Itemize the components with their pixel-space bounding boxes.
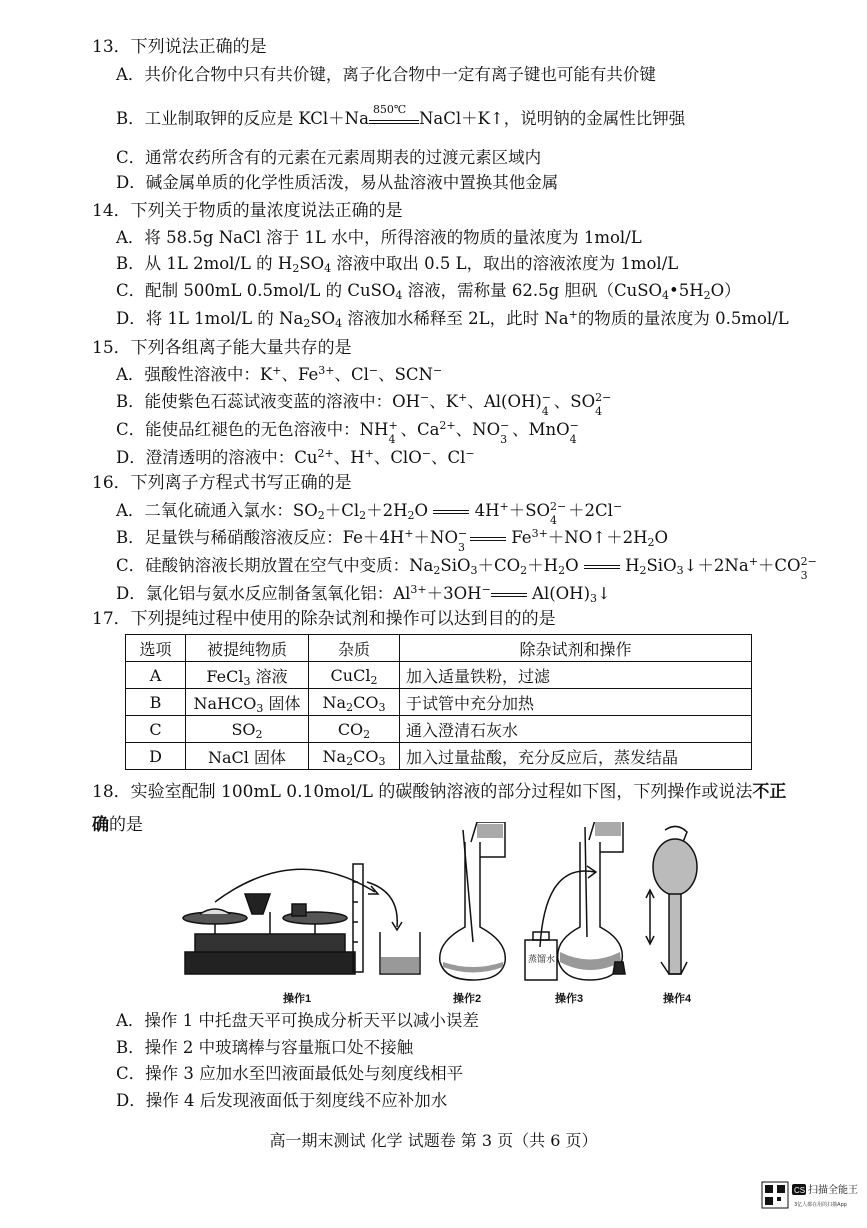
q14-option-c: C．配制 500mL 0.5mol/L 的 CuSO$_4$ 溶液，需称量 62.5g 胆矾$(CuSO_4•5H_2O)$ bbox=[116, 281, 741, 302]
svg-text:蒸馏水: 蒸馏水 bbox=[528, 955, 556, 965]
table-header: 被提纯物质 bbox=[186, 635, 309, 662]
q16-option-d: D．氯化铝与氨水反应制备氢氧化铝：$Al^{3+}+3OH^-$ $Al(OH)_3↓$ bbox=[116, 583, 611, 605]
lab-procedure-figure bbox=[175, 822, 710, 1007]
figure-label: 操作4 bbox=[663, 993, 692, 1005]
table-row: D NaCl 固体 $Na_2CO_3$ 加入过量盐酸，充分反应后，蒸发结晶 bbox=[126, 743, 752, 770]
volumetric-flask-icon bbox=[558, 822, 625, 980]
beaker-icon bbox=[380, 932, 420, 974]
q14-option-d: D．将 1L 1mol/L 的 $Na_2SO_4$ 溶液加水稀释至 2L，此时 Na+的物质的量浓度为 0.5mol/L bbox=[116, 308, 789, 330]
q16-stem: 16．下列离子方程式书写正确的是 bbox=[92, 473, 352, 493]
table-header: 除杂试剂和操作 bbox=[400, 635, 752, 662]
svg-text:3亿人都在用的扫描App: 3亿人都在用的扫描App bbox=[794, 1202, 847, 1208]
q18-stem: 18．实验室配制 100mL 0.10mol/L 的碳酸钠溶液的部分过程如下图，下列操作或说法不正 bbox=[92, 782, 787, 802]
q13-option-a: A．共价化合物中只有共价键，离子化合物中一定有离子键也可能有共价键 bbox=[116, 65, 656, 84]
q16-option-a: A．二氧化硫通入氯水：$SO_2+Cl_2+2H_2O$ 4H+＋SO 2− 4 ＋2Cl− bbox=[116, 500, 623, 527]
inverted-flask-icon bbox=[646, 826, 697, 974]
figure-label: 操作1 bbox=[283, 993, 312, 1005]
q16-option-c: C．硅酸钠溶液长期放置在空气中变质：$Na_2SiO_3+CO_2+H_2O$ $H_2SiO_3↓+2Na^++CO$ 2− 3 bbox=[116, 555, 817, 582]
table-row: C $SO_2$ $CO_2$ 通入澄清石灰水 bbox=[126, 716, 752, 743]
q15-option-b: B．能使紫色石蕊试液变蓝的溶液中：OH−、K+、Al(OH) − 4 、SO 2− 4 bbox=[116, 391, 612, 418]
q13-option-b: B．工业制取钾的反应是 KCl＋Na 850℃ NaCl＋K↑，说明钠的金属性比钾强 bbox=[116, 103, 686, 128]
page-footer: 高一期末测试 化学 试题卷 第 3 页（共 6 页） bbox=[269, 1131, 598, 1150]
q18-option-d: D．操作 4 后发现液面低于刻度线不应补加水 bbox=[116, 1091, 448, 1110]
q18-stem-cont: 确的是 bbox=[92, 815, 143, 835]
q16-option-b: B．足量铁与稀硝酸溶液反应：Fe＋4H+＋NO − 3 $Fe^{3+}+NO↑+2H_2O$ bbox=[116, 527, 669, 554]
table-header: 杂质 bbox=[309, 635, 400, 662]
table-row: B NaHCO$_3$ 固体 $Na_2CO_3$ 于试管中充分加热 bbox=[126, 689, 752, 716]
svg-text:扫描全能王: 扫描全能王 bbox=[808, 1185, 858, 1196]
q15-option-d: D．澄清透明的溶液中：$Cu^{2+}$、H+、ClO−、Cl− bbox=[116, 447, 475, 467]
figure-label: 操作3 bbox=[555, 993, 584, 1005]
q18-option-a: A．操作 1 中托盘天平可换成分析天平以减小误差 bbox=[116, 1011, 479, 1030]
q15-stem: 15．下列各组离子能大量共存的是 bbox=[92, 338, 352, 358]
q13-option-d: D．碱金属单质的化学性质活泼，易从盐溶液中置换其他金属 bbox=[116, 173, 559, 192]
scanner-watermark bbox=[760, 1178, 860, 1218]
q15-option-a: A．强酸性溶液中：K+、$Fe^{3+}$、Cl−、SCN− bbox=[116, 364, 443, 384]
q14-option-b: B．从 1L 2mol/L 的 $H_2SO_4$ 溶液中取出 0.5 L，取出的溶液浓度为 1mol/L bbox=[116, 254, 679, 275]
svg-text:CS: CS bbox=[794, 1186, 806, 1195]
table-row: A FeCl$_3$ 溶液 CuCl$_2$ 加入适量铁粉，过滤 bbox=[126, 662, 752, 689]
q13-option-c: C．通常农药所含有的元素在元素周期表的过渡元素区域内 bbox=[116, 148, 542, 167]
emphasis-text: 不正 bbox=[752, 782, 787, 802]
purification-table bbox=[125, 634, 752, 770]
q17-stem: 17．下列提纯过程中使用的除杂试剂和操作可以达到目的的是 bbox=[92, 609, 556, 629]
q18-option-c: C．操作 3 应加水至凹液面最低处与刻度线相平 bbox=[116, 1064, 464, 1083]
q18-option-b: B．操作 2 中玻璃棒与容量瓶口处不接触 bbox=[116, 1038, 414, 1057]
q13-stem: 13．下列说法正确的是 bbox=[92, 37, 267, 57]
figure-label: 操作2 bbox=[453, 993, 482, 1005]
q14-stem: 14．下列关于物质的量浓度说法正确的是 bbox=[92, 201, 403, 221]
balance-scale-icon bbox=[183, 894, 355, 974]
table-header-row bbox=[126, 635, 752, 662]
q14-option-a: A．将 58.5g NaCl 溶于 1L 水中，所得溶液的物质的量浓度为 1mol/L bbox=[116, 228, 642, 247]
table-header: 选项 bbox=[126, 635, 186, 662]
q15-option-c: C．能使品红褪色的无色溶液中：NH + 4 、$Ca^{2+}$、NO − 3 、MnO − 4 bbox=[116, 419, 579, 446]
volumetric-flask-icon bbox=[440, 822, 506, 980]
reaction-condition: 850℃ bbox=[369, 111, 419, 124]
